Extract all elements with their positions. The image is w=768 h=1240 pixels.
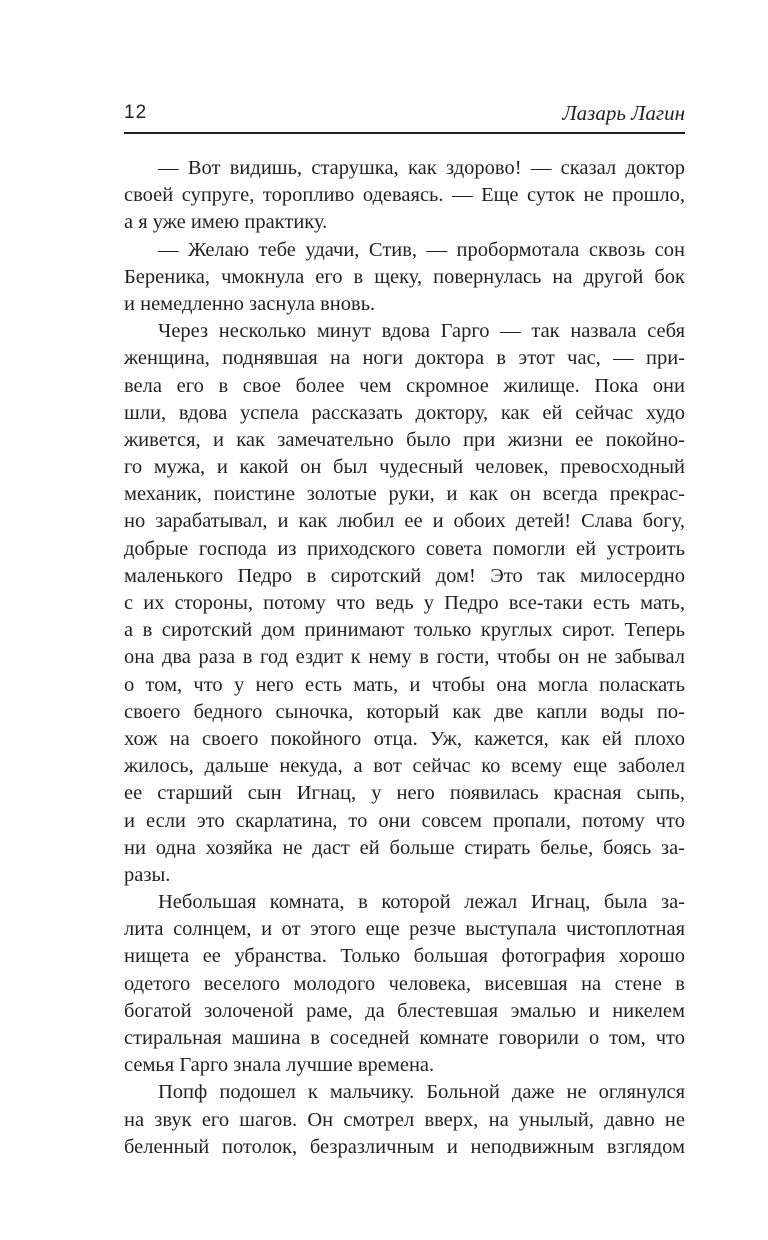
text-line: семья Гарго знала лучшие времена.	[124, 1054, 435, 1077]
text-line: — Вот видишь, старушка, как здорово! — сказал доктор	[158, 157, 685, 179]
text-line: Небольшая комната, в которой лежал Игнац, была за-	[158, 891, 685, 914]
text-line: беленный потолок, безразличным и неподвижным взглядом	[124, 1135, 685, 1158]
author-name: Лазарь Лагин	[562, 101, 685, 125]
paragraph	[124, 1079, 685, 1161]
paragraph	[124, 237, 685, 319]
text-line: ее старший сын Игнац, у него появилась красная сыпь,	[124, 782, 685, 805]
header-rule	[124, 132, 685, 134]
page-number: 12	[124, 102, 148, 123]
text-line: на звук его шагов. Он смотрел вверх, на унылый, давно не	[124, 1108, 685, 1131]
paragraph	[124, 318, 685, 889]
text-line: и немедленно заснула вновь.	[124, 292, 376, 315]
text-line: механик, поистине золотые руки, и как он всегда прекрас-	[124, 483, 685, 506]
text-line: Через несколько минут вдова Гарго — так назвала себя	[158, 320, 685, 343]
text-line: вела его в свое более чем скромное жилище. Пока они	[124, 374, 685, 397]
text-line: своего бедного сыночка, который как две капли воды по-	[124, 700, 685, 723]
text-line: с их стороны, потому что ведь у Педро все-таки есть мать,	[124, 592, 685, 614]
text-line: хож на своего покойного отца. Уж, кажется, как ей плохо	[124, 727, 685, 750]
text-line: богатой золоченой раме, да блестевшая эмалью и никелем	[124, 999, 685, 1022]
text-line: жилось, дальше некуда, а вот сейчас ко всему еще заболел	[124, 755, 685, 778]
text-line: ни одна хозяйка не даст ей больше стирать белье, боясь за-	[124, 836, 685, 859]
text-line: о том, что у него есть мать, и чтобы она могла поласкать	[124, 673, 685, 696]
text-line: а в сиротский дом принимают только круглых сирот. Теперь	[124, 619, 685, 642]
body-text	[124, 155, 685, 1161]
text-line: живется, и как замечательно было при жизни ее покойно-	[124, 428, 685, 451]
text-line: Береника, чмокнула его в щеку, повернулась на другой бок	[124, 265, 685, 288]
text-line: — Желаю тебе удачи, Стив, — пробормотала сквозь сон	[158, 238, 685, 261]
text-line: добрые господа из приходского совета помогли ей устроить	[124, 537, 685, 560]
text-line: но зарабатывал, и как любил ее и обоих детей! Слава богу,	[124, 510, 685, 533]
text-line: стиральная машина в соседней комнате говорили о том, что	[124, 1027, 685, 1049]
text-line: а я уже имею практику.	[124, 211, 328, 234]
running-header	[124, 100, 685, 130]
text-line: го мужа, и какой он был чудесный человек, превосходный	[124, 456, 685, 479]
text-line: и если это скарлатина, то они совсем пропали, потому что	[124, 809, 685, 832]
paragraph	[124, 155, 685, 237]
text-line: Попф подошел к мальчику. Больной даже не оглянулся	[158, 1081, 685, 1104]
text-line: лита солнцем, и от этого еще резче выступала чистоплотная	[124, 918, 685, 941]
text-line: нищета ее убранства. Только большая фотография хорошо	[124, 945, 685, 968]
text-line: она два раза в год ездит к нему в гости, чтобы он не забывал	[124, 646, 685, 669]
text-line: разы.	[124, 863, 171, 886]
text-line: одетого веселого молодого человека, висевшая на стене в	[124, 972, 685, 995]
text-line: женщина, поднявшая на ноги доктора в этот час, — при-	[124, 347, 685, 370]
text-line: своей супруге, торопливо одеваясь. — Еще суток не прошло,	[124, 184, 685, 207]
text-line: маленького Педро в сиротский дом! Это так милосердно	[124, 564, 685, 587]
text-line: шли, вдова успела рассказать доктору, как ей сейчас худо	[124, 401, 685, 424]
paragraph	[124, 889, 685, 1079]
